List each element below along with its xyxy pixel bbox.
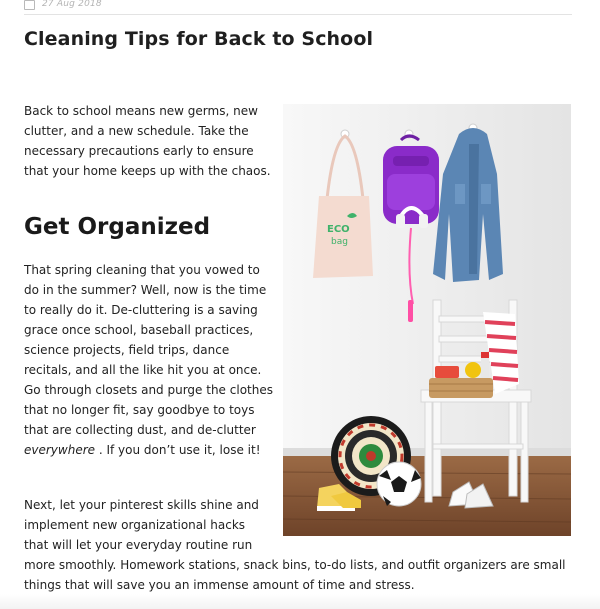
pinterest-line: things that will save you an immense amount of time and stress. [24, 578, 415, 592]
organize-text: That spring cleaning that you vowed to do in the summer? Well, now is the time to really do it. De-cluttering is a saving grace once school, baseball practices, science projects, field trips, dance recitals, and all the like hit you at once. Go through closets and purge the clothes that no longer fit, say goodbye to toys that are collecting dust, and de-clutter [24, 263, 273, 437]
pinterest-line: Next, let your pinterest skills shine and [24, 498, 259, 512]
article-photo [283, 104, 571, 536]
pinterest-paragraph [24, 495, 572, 595]
pinterest-line: that will let your everyday routine run [24, 538, 253, 552]
pinterest-line: implement new organizational hacks [24, 518, 246, 532]
article-title: Cleaning Tips for Back to School [24, 28, 374, 50]
bottom-fade [0, 594, 600, 609]
section-heading: Get Organized [24, 214, 211, 240]
eco-text-1: ECO [327, 224, 350, 235]
organize-paragraph [24, 260, 274, 460]
intro-paragraph: Back to school means new germs, new clutter, and a new schedule. Take the necessary precautions early to ensure that your home keeps up with the chaos. [24, 104, 271, 178]
post-date: 27 Aug 2018 [42, 0, 102, 9]
calendar-icon [24, 0, 35, 10]
organize-text-end: . If you don’t use it, lose it! [95, 443, 261, 457]
organize-emphasis: everywhere [24, 443, 96, 457]
pinterest-line: more smoothly. Homework stations, snack bins, to-do lists, and outfit organizers are small [24, 558, 566, 572]
eco-text-2: bag [331, 237, 348, 247]
post-meta [24, 0, 572, 15]
